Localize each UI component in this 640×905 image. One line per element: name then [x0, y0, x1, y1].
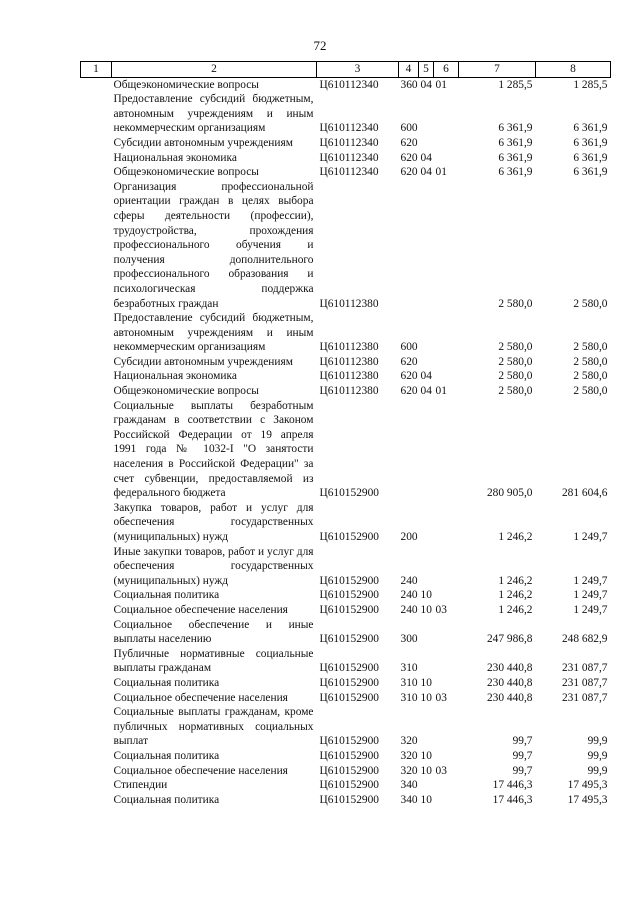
target-article-code: Ц610112340 [319, 136, 379, 149]
table-row [81, 676, 611, 691]
item-name: Закупка товаров, работ и услуг для обеспечения государственных (муниципальных) нужд [113, 501, 314, 543]
subsection-code [434, 778, 459, 793]
amount-year-1: 1 246,2 [498, 574, 533, 587]
column-header: 7 [459, 62, 536, 78]
amount-year-2: 1 249,7 [573, 603, 608, 616]
amount-year-2: 1 249,7 [573, 574, 608, 587]
target-article-code: Ц610152900 [319, 531, 379, 543]
row-number-cell [81, 501, 112, 545]
subsection-code [434, 399, 459, 501]
target-article-code: Ц610152900 [319, 793, 379, 806]
row-number-cell [81, 165, 112, 180]
table-row [81, 691, 611, 706]
target-article-code: Ц610112340 [319, 166, 379, 179]
item-name: Социальная политика [113, 793, 220, 806]
subsection-code [434, 151, 459, 166]
amount-year-1: 1 246,2 [498, 603, 533, 616]
column-header: 2 [112, 62, 317, 78]
expense-type-code: 620 [400, 355, 418, 368]
subsection-code [434, 618, 459, 647]
expense-type-code: 340 [400, 779, 418, 792]
row-number-cell [81, 77, 112, 92]
target-article-code: Ц610152900 [319, 603, 379, 616]
subsection-code [434, 676, 459, 691]
table-body [81, 77, 611, 807]
amount-year-1: 1 246,2 [498, 589, 533, 602]
expense-type-code: 340 [400, 793, 418, 806]
section-code: 10 [420, 589, 432, 602]
item-name: Социальная политика [113, 749, 220, 762]
section-code: 10 [420, 603, 432, 616]
target-article-code: Ц610152900 [319, 574, 379, 587]
subsection-code [434, 311, 459, 355]
table-row [81, 151, 611, 166]
item-name: Субсидии автономным учреждениям [113, 136, 293, 149]
expense-type-code: 300 [400, 633, 418, 646]
table-row [81, 588, 611, 603]
table-row [81, 618, 611, 647]
amount-year-2: 99,9 [587, 735, 608, 748]
amount-year-1: 1 285,5 [498, 78, 533, 91]
subsection-code [434, 180, 459, 311]
subsection-code: 01 [435, 166, 447, 179]
item-name: Общеэкономические вопросы [113, 385, 259, 398]
section-code [419, 618, 434, 647]
item-name: Национальная экономика [113, 151, 237, 164]
section-code [419, 705, 434, 749]
expense-type-code: 320 [400, 749, 418, 762]
row-number-cell [81, 588, 112, 603]
item-name: Предоставление субсидий бюджетным, автономным учреждениям и иным некоммерческим организациям [113, 312, 314, 354]
target-article-code: Ц610112380 [319, 341, 379, 354]
column-header: 8 [536, 62, 611, 78]
amount-year-2: 6 361,9 [573, 166, 608, 179]
amount-year-1: 1 246,2 [498, 531, 533, 543]
row-number-cell [81, 369, 112, 384]
section-code [419, 778, 434, 793]
section-code [419, 180, 434, 311]
item-name: Иные закупки товаров, работ и услуг для обеспечения государственных (муниципальных) нужд [113, 545, 314, 587]
subsection-code [434, 588, 459, 603]
item-name: Общеэкономические вопросы [113, 166, 259, 179]
amount-year-2: 17 495,3 [567, 779, 608, 792]
table-row [81, 501, 611, 545]
item-name: Общеэкономические вопросы [113, 78, 259, 91]
section-code [419, 136, 434, 151]
expense-type-code: 320 [400, 764, 418, 777]
row-number-cell [81, 749, 112, 764]
amount-year-2: 6 361,9 [573, 136, 608, 149]
expense-type-code [399, 399, 419, 501]
subsection-code [434, 647, 459, 676]
section-code: 10 [420, 749, 432, 762]
target-article-code: Ц610152900 [319, 749, 379, 762]
row-number-cell [81, 778, 112, 793]
amount-year-2: 281 604,6 [561, 487, 608, 500]
amount-year-2: 99,9 [587, 764, 608, 777]
item-name: Публичные нормативные социальные выплаты гражданам [113, 647, 314, 675]
amount-year-1: 99,7 [512, 764, 533, 777]
item-name: Социальные выплаты безработным гражданам в соответствии с Законом Российской Федерации от 19 апреля 1991 года № 1032-I "О занятости населения в Российской Федерации" за счет субвенции, предоставляемой из федерального бюджета [113, 399, 314, 500]
table-row [81, 749, 611, 764]
subsection-code: 01 [435, 78, 447, 91]
section-code: 04 [420, 151, 432, 164]
table-row [81, 355, 611, 370]
amount-year-1: 2 580,0 [498, 370, 533, 383]
target-article-code: Ц610112380 [319, 355, 379, 368]
expense-type-code [399, 180, 419, 311]
target-article-code: Ц610112380 [319, 297, 379, 310]
subsection-code: 03 [435, 764, 447, 777]
column-header: 1 [81, 62, 112, 78]
amount-year-2: 2 580,0 [573, 355, 608, 368]
section-code: 10 [420, 691, 432, 704]
amount-year-1: 230 440,8 [486, 691, 533, 704]
subsection-code [434, 749, 459, 764]
subsection-code [434, 92, 459, 136]
section-code [419, 311, 434, 355]
target-article-code: Ц610112380 [319, 370, 379, 383]
item-name: Социальная политика [113, 589, 220, 602]
subsection-code [434, 369, 459, 384]
row-number-cell [81, 384, 112, 399]
section-code: 04 [420, 78, 432, 91]
row-number-cell [81, 764, 112, 779]
target-article-code: Ц610112340 [319, 151, 379, 164]
amount-year-1: 2 580,0 [498, 297, 533, 310]
amount-year-1: 6 361,9 [498, 122, 533, 135]
target-article-code: Ц610152900 [319, 735, 379, 748]
item-name: Национальная экономика [113, 370, 237, 383]
expense-type-code: 620 [400, 370, 418, 383]
item-name: Субсидии автономным учреждениям [113, 355, 293, 368]
item-name: Социальное обеспечение населения [113, 764, 288, 777]
subsection-code [434, 545, 459, 589]
table-row [81, 545, 611, 589]
column-header: 5 [419, 62, 434, 78]
amount-year-2: 99,9 [587, 749, 608, 762]
expense-type-code: 240 [400, 589, 418, 602]
target-article-code: Ц610152900 [319, 691, 379, 704]
expense-type-code: 200 [400, 531, 418, 543]
table-row [81, 369, 611, 384]
target-article-code: Ц610152900 [319, 662, 379, 675]
subsection-code [434, 501, 459, 545]
row-number-cell [81, 355, 112, 370]
row-number-cell [81, 180, 112, 311]
table-row [81, 384, 611, 399]
expense-type-code: 620 [400, 385, 418, 398]
target-article-code: Ц610112340 [319, 122, 379, 135]
target-article-code: Ц610152900 [319, 487, 379, 500]
expense-type-code: 310 [400, 662, 418, 675]
section-code [419, 647, 434, 676]
expense-type-code: 240 [400, 574, 418, 587]
amount-year-1: 230 440,8 [486, 662, 533, 675]
table-row [81, 165, 611, 180]
amount-year-1: 6 361,9 [498, 136, 533, 149]
table-row [81, 705, 611, 749]
section-code: 04 [420, 370, 432, 383]
expense-type-code: 620 [400, 151, 418, 164]
target-article-code: Ц610152900 [319, 779, 379, 792]
row-number-cell [81, 399, 112, 501]
row-number-cell [81, 311, 112, 355]
amount-year-2: 2 580,0 [573, 370, 608, 383]
column-header: 4 [399, 62, 419, 78]
target-article-code: Ц610152900 [319, 589, 379, 602]
item-name: Социальное обеспечение населения [113, 691, 288, 704]
expense-type-code: 360 [400, 78, 418, 91]
subsection-code [434, 136, 459, 151]
amount-year-2: 231 087,7 [561, 662, 608, 675]
page-number: 72 [313, 38, 327, 53]
item-name: Предоставление субсидий бюджетным, автономным учреждениям и иным некоммерческим организациям [113, 93, 314, 135]
expense-type-code: 600 [400, 341, 418, 354]
target-article-code: Ц610152900 [319, 633, 379, 646]
expense-type-code: 320 [400, 735, 418, 748]
amount-year-1: 230 440,8 [486, 676, 533, 689]
subsection-code [434, 793, 459, 808]
amount-year-1: 2 580,0 [498, 385, 533, 398]
section-code [419, 545, 434, 589]
item-name: Организация профессиональной ориентации граждан в целях выбора сферы деятельности (профессии), трудоустройства, прохождения профессионального обучения и получения дополнительного профессионального образования и психологическая поддержка безработных граждан [113, 180, 314, 310]
amount-year-2: 231 087,7 [561, 676, 608, 689]
amount-year-1: 17 446,3 [492, 793, 533, 806]
expense-type-code: 240 [400, 603, 418, 616]
row-number-cell [81, 676, 112, 691]
target-article-code: Ц610152900 [319, 676, 379, 689]
expense-type-code: 310 [400, 691, 418, 704]
subsection-code: 03 [435, 691, 447, 704]
expense-type-code: 620 [400, 166, 418, 179]
budget-table [80, 61, 611, 807]
amount-year-1: 17 446,3 [492, 779, 533, 792]
amount-year-1: 6 361,9 [498, 166, 533, 179]
section-code: 04 [420, 385, 432, 398]
row-number-cell [81, 647, 112, 676]
row-number-cell [81, 691, 112, 706]
amount-year-1: 99,7 [512, 749, 533, 762]
amount-year-2: 248 682,9 [561, 633, 608, 646]
row-number-cell [81, 151, 112, 166]
row-number-cell [81, 793, 112, 808]
column-header: 3 [317, 62, 399, 78]
section-code: 10 [420, 764, 432, 777]
section-code [419, 399, 434, 501]
target-article-code: Ц610112380 [319, 385, 379, 398]
item-name: Стипендии [113, 779, 168, 792]
amount-year-2: 1 285,5 [573, 78, 608, 91]
amount-year-2: 1 249,7 [573, 531, 608, 543]
table-row [81, 603, 611, 618]
expense-type-code: 620 [400, 136, 418, 149]
target-article-code: Ц610152900 [319, 764, 379, 777]
amount-year-1: 2 580,0 [498, 341, 533, 354]
amount-year-2: 6 361,9 [573, 122, 608, 135]
subsection-code: 03 [435, 603, 447, 616]
amount-year-2: 2 580,0 [573, 297, 608, 310]
amount-year-2: 6 361,9 [573, 151, 608, 164]
item-name: Социальная политика [113, 676, 220, 689]
section-code [419, 355, 434, 370]
column-number-row [81, 62, 611, 78]
amount-year-2: 2 580,0 [573, 385, 608, 398]
amount-year-1: 280 905,0 [486, 487, 533, 500]
row-number-cell [81, 603, 112, 618]
section-code: 10 [420, 676, 432, 689]
item-name: Социальное обеспечение и иные выплаты населению [113, 618, 314, 646]
amount-year-1: 99,7 [512, 735, 533, 748]
table-row [81, 92, 611, 136]
amount-year-2: 2 580,0 [573, 341, 608, 354]
section-code: 04 [420, 166, 432, 179]
row-number-cell [81, 705, 112, 749]
table-row [81, 399, 611, 501]
section-code: 10 [420, 793, 432, 806]
item-name: Социальные выплаты гражданам, кроме публичных нормативных социальных выплат [113, 706, 314, 748]
row-number-cell [81, 618, 112, 647]
section-code [419, 92, 434, 136]
table-row [81, 764, 611, 779]
amount-year-2: 1 249,7 [573, 589, 608, 602]
table-row [81, 793, 611, 808]
table-row [81, 180, 611, 311]
amount-year-1: 6 361,9 [498, 151, 533, 164]
subsection-code [434, 705, 459, 749]
section-code [419, 501, 434, 545]
row-number-cell [81, 136, 112, 151]
table-row [81, 647, 611, 676]
row-number-cell [81, 92, 112, 136]
amount-year-2: 231 087,7 [561, 691, 608, 704]
table-row [81, 778, 611, 793]
expense-type-code: 600 [400, 122, 418, 135]
column-header: 6 [434, 62, 459, 78]
table-row [81, 136, 611, 151]
target-article-code: Ц610112340 [319, 78, 379, 91]
amount-year-1: 247 986,8 [486, 633, 533, 646]
table-row [81, 77, 611, 92]
subsection-code: 01 [435, 385, 447, 398]
subsection-code [434, 355, 459, 370]
expense-type-code: 310 [400, 676, 418, 689]
row-number-cell [81, 545, 112, 589]
amount-year-1: 2 580,0 [498, 355, 533, 368]
item-name: Социальное обеспечение населения [113, 603, 288, 616]
amount-year-2: 17 495,3 [567, 793, 608, 806]
table-row [81, 311, 611, 355]
